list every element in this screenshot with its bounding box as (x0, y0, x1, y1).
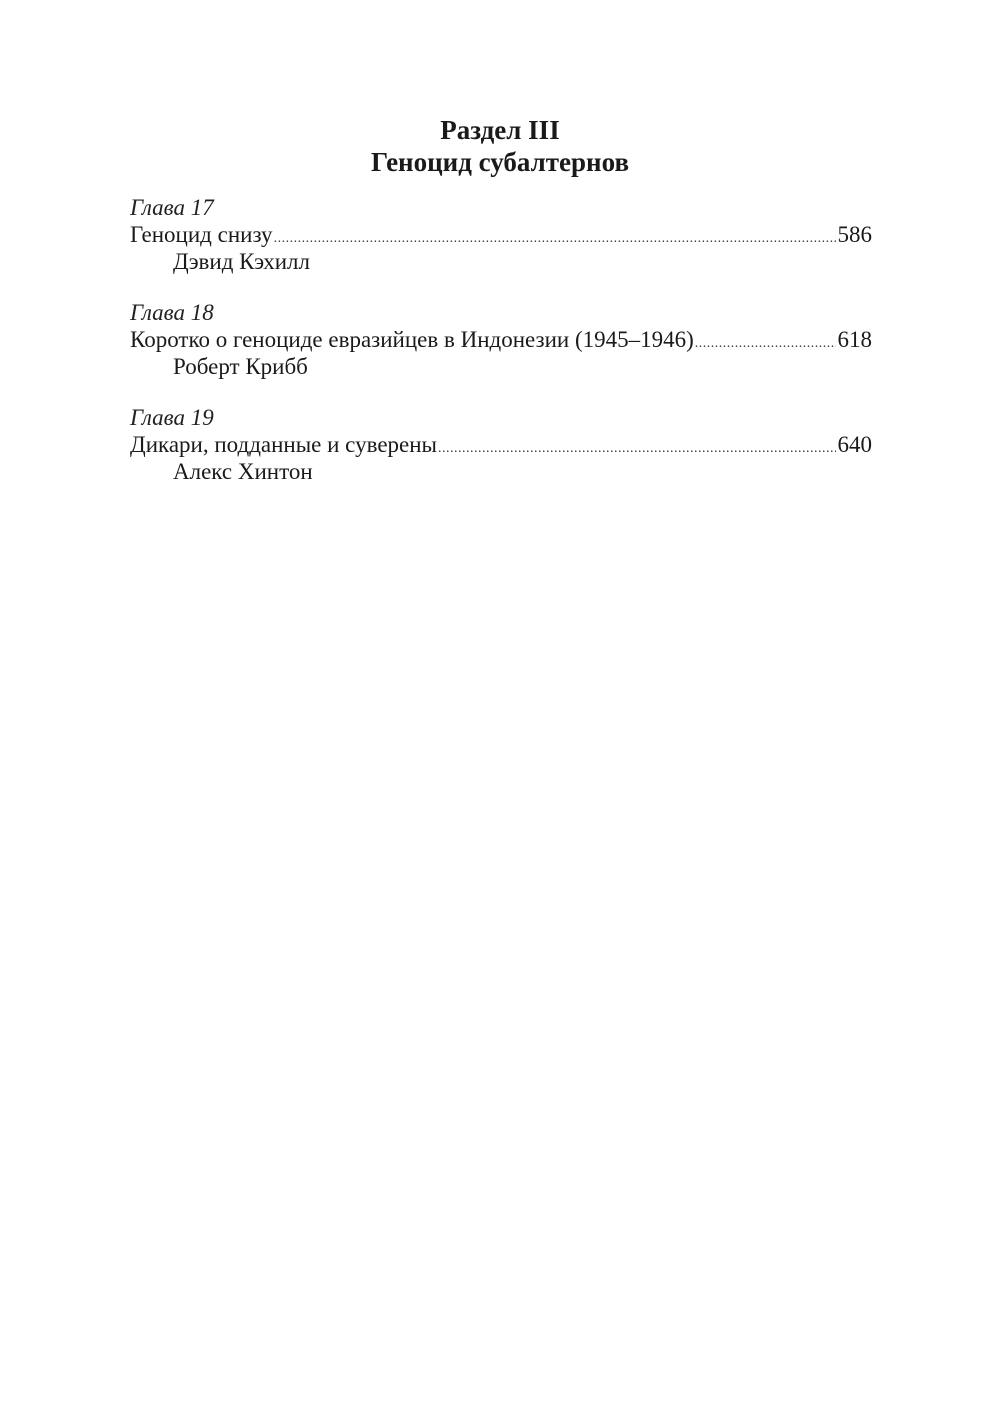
chapter-label: Глава 18 (130, 300, 214, 325)
chapter-label: Глава 19 (130, 405, 214, 430)
chapter-title[interactable]: Коротко о геноциде евразийцев в Индонезии (1945–1946) (130, 327, 694, 352)
dot-leader (274, 225, 836, 252)
table-of-contents (130, 194, 872, 509)
section-label: Раздел III (440, 115, 560, 145)
toc-title-line[interactable] (130, 326, 872, 353)
page-number: 640 (837, 432, 872, 457)
section-title: Геноцид субалтернов (370, 147, 630, 177)
toc-entry-chapter-18 (130, 299, 872, 380)
chapter-title[interactable]: Дикари, подданные и суверены (130, 432, 437, 457)
toc-entry-chapter-17 (130, 194, 872, 275)
toc-title-line[interactable] (130, 431, 872, 458)
chapter-author: Дэвид Кэхилл (173, 249, 310, 274)
chapter-title[interactable]: Геноцид снизу (130, 222, 273, 247)
toc-entry-chapter-19 (130, 404, 872, 485)
chapter-author: Роберт Крибб (173, 354, 308, 379)
section-header (0, 114, 1000, 178)
page-number: 586 (837, 222, 872, 247)
chapter-label: Глава 17 (130, 195, 214, 220)
dot-leader (438, 435, 836, 462)
page-number: 618 (837, 327, 872, 352)
toc-title-line[interactable] (130, 221, 872, 248)
chapter-author: Алекс Хинтон (173, 459, 313, 484)
dot-leader (695, 330, 836, 357)
